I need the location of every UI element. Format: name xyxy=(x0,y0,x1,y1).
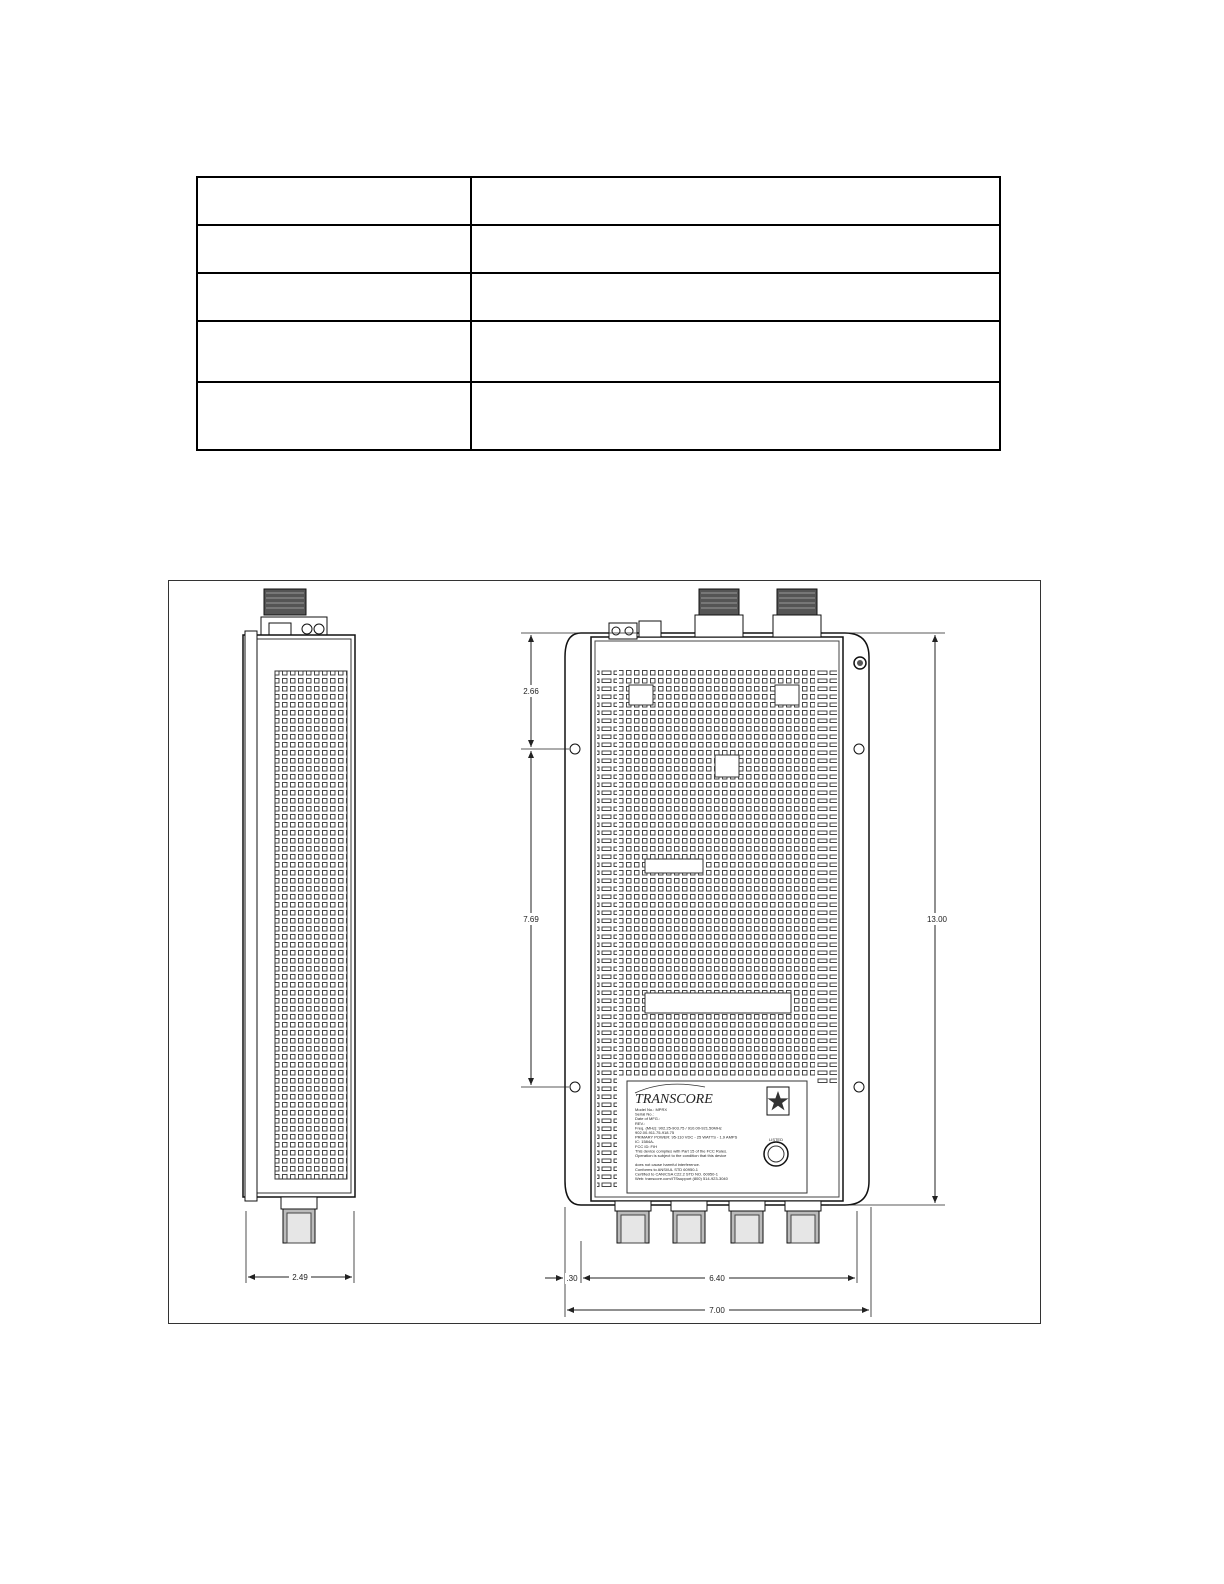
dim-overall-height: 13.00 xyxy=(926,915,948,924)
blank-pad xyxy=(715,755,739,777)
label-plate-line: Model No.: MPRX xyxy=(635,1107,668,1112)
blank-pad xyxy=(629,685,653,705)
label-plate-line: Certified to CAN/CSA C22.2 STD NO. 60950-1 xyxy=(635,1171,718,1177)
dim-overall-width: 7.00 xyxy=(709,1306,725,1315)
table-cell xyxy=(197,382,471,450)
table-row xyxy=(197,177,1000,225)
dim-inner-width: 6.40 xyxy=(709,1274,725,1283)
table-cell xyxy=(471,273,1000,321)
table-row xyxy=(197,321,1000,382)
dim-margin: .30 xyxy=(566,1274,578,1283)
cert-mark-label: LISTED xyxy=(768,1137,784,1142)
label-plate-line: Web: transcore.com/ITSsupport (800) 514-923-3040 xyxy=(635,1176,728,1181)
side-vent-grid xyxy=(275,671,347,1179)
table-cell xyxy=(197,273,471,321)
label-plate-line: IC: 1584A- xyxy=(635,1139,655,1145)
dim-middle-section: 7.69 xyxy=(523,915,539,924)
label-plate-line: Date of MFG.: xyxy=(635,1116,661,1122)
table-cell xyxy=(471,225,1000,273)
label-plate xyxy=(627,1081,807,1193)
label-plate-line: Conforms to ANSI/UL STD 60950-1 xyxy=(635,1166,698,1172)
table-row xyxy=(197,382,1000,450)
dimension-drawing xyxy=(169,581,1042,1325)
table-cell xyxy=(471,177,1000,225)
bnc-connector xyxy=(785,1201,821,1243)
label-plate-line: Operation is subject to the condition that this device xyxy=(635,1153,727,1158)
label-plate-line: REV.: xyxy=(635,1120,646,1126)
bnc-connector xyxy=(671,1201,707,1243)
left-slot-column xyxy=(597,669,617,1189)
side-connector-top xyxy=(261,589,327,639)
label-plate-line: Serial No.: xyxy=(635,1111,654,1117)
right-slot-column xyxy=(817,669,837,1085)
brand-logo-text: TRANSCORE xyxy=(635,1092,713,1107)
front-view xyxy=(519,589,951,1317)
blank-pad xyxy=(775,685,799,705)
label-plate-line: does not cause harmful interference. xyxy=(635,1162,700,1168)
table-row xyxy=(197,225,1000,273)
blank-strip xyxy=(645,993,791,1013)
label-plate-line: 902.00-911.75-918.75 xyxy=(635,1130,675,1135)
side-view xyxy=(243,589,355,1283)
table-cell xyxy=(197,321,471,382)
table-cell xyxy=(471,321,1000,382)
table-row xyxy=(197,273,1000,321)
table-cell xyxy=(197,177,471,225)
blank-strip xyxy=(645,859,703,873)
bnc-connector xyxy=(729,1201,765,1243)
label-plate-line: This device complies with Part 15 of the FCC Rules. xyxy=(635,1148,728,1154)
table-cell xyxy=(471,382,1000,450)
label-plate-line: Freq. (MHz): 902.25-903.75 / 910.00-921.50MHz xyxy=(635,1125,722,1131)
front-bottom-connectors xyxy=(615,1201,821,1243)
table-cell xyxy=(197,225,471,273)
label-plate-line: PRIMARY POWER: 95-110 VDC - 25 WATTS - 1.9 AMPS xyxy=(635,1134,738,1140)
dim-side-width: 2.49 xyxy=(292,1273,308,1282)
front-top-connectors xyxy=(609,589,821,639)
label-plate-line: FCC ID: FIH xyxy=(635,1143,657,1149)
bottom-dimension-lines xyxy=(545,1207,871,1317)
spec-table xyxy=(196,176,1001,451)
dimension-drawing-figure xyxy=(168,580,1041,1324)
side-connector-bottom xyxy=(281,1197,317,1243)
dim-upper-section: 2.66 xyxy=(523,687,539,696)
bnc-connector xyxy=(615,1201,651,1243)
